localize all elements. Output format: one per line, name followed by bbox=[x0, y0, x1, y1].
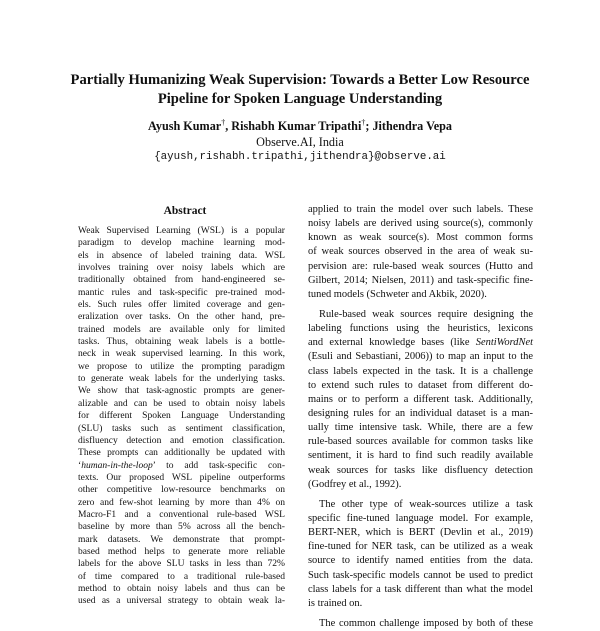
abstract-line: mark datasets. We demonstrate that prompt- bbox=[78, 533, 285, 545]
title-line: Partially Humanizing Weak Supervision: Towards a Better Low Resource bbox=[70, 72, 530, 88]
body-line: rule-based sources available for common tasks like bbox=[308, 436, 533, 448]
author-name: Jithendra Vepa bbox=[372, 119, 453, 133]
author-separator: ; bbox=[365, 119, 373, 133]
body-column-right bbox=[308, 203, 533, 631]
body-line: mains or to perform a different task. Additionally, bbox=[308, 393, 533, 405]
quote-open: ‘ bbox=[78, 459, 82, 471]
body-line: Rule-based weak sources require designing the bbox=[319, 308, 533, 320]
abstract-line: (SLU) tasks such as sentiment classification, bbox=[78, 422, 285, 434]
body-line: noisy labels are derived using source(s), commonly bbox=[308, 218, 533, 230]
email-addresses: {ayush,rishabh.tripathi,jithendra}@observe.ai bbox=[154, 151, 446, 163]
author-name: Rishabh Kumar Tripathi bbox=[231, 119, 362, 133]
body-line: class labels expected in the task. It is a challenge bbox=[308, 365, 533, 377]
paper-title bbox=[40, 71, 560, 109]
abstract-line: involves training over noisy labels which are bbox=[78, 262, 285, 274]
body-line: source to identify named entities from the data. bbox=[308, 555, 533, 567]
author-mark: † bbox=[361, 117, 366, 127]
abstract-line: Weak Supervised Learning (WSL) is a popular bbox=[78, 225, 285, 236]
body-line: (Godfrey et al., 1992). bbox=[308, 478, 402, 490]
abstract-line: method to obtain noisy labels and thus can be bbox=[78, 582, 285, 594]
human-in-the-loop-term: human-in-the-loop bbox=[81, 459, 153, 471]
body-line: specific fine-tuned language model. For example, bbox=[308, 512, 533, 524]
abstract-line: Macro-F1 and a conventional rule-based WSL bbox=[78, 508, 285, 520]
body-line: sentiment, it is hard to find such readily available bbox=[308, 450, 533, 462]
author-names bbox=[40, 119, 560, 135]
abstract-body bbox=[78, 225, 285, 608]
body-line: to extend such rules to dataset from different do- bbox=[308, 379, 533, 391]
abstract-line: traditionally obtained from hand-engineered se- bbox=[78, 274, 285, 286]
body-line: designing rules for an individual dataset is a man- bbox=[308, 407, 533, 419]
body-line: known as weak source(s). Most common forms bbox=[308, 232, 533, 244]
abstract-line: used as a universal strategy to obtain weak la- bbox=[78, 595, 285, 607]
body-line: Gilbert, 2014; Nielsen, 2011) and task-specific fine- bbox=[308, 274, 533, 286]
abstract-line: These prompts can additionally be updated with bbox=[78, 447, 285, 459]
abstract-line: for different Spoken Language Understanding bbox=[78, 410, 285, 422]
abstract-line: zero and few-shot learning by more than 4% on bbox=[78, 496, 285, 508]
abstract-line: eralization over tasks. On the other hand, pre- bbox=[78, 311, 285, 323]
body-line-text: and external knowledge bases (like bbox=[308, 337, 476, 349]
affiliation: Observe.AI, India bbox=[256, 134, 344, 149]
author-mark: † bbox=[221, 117, 226, 127]
body-line: The common challenge imposed by both of these bbox=[319, 617, 533, 629]
body-line: tuned models (Schweter and Akbik, 2020). bbox=[308, 288, 487, 300]
author-name: Ayush Kumar bbox=[147, 119, 222, 133]
body-line: (Esuli and Sebastiani, 2006)) to map an input to the bbox=[308, 351, 533, 363]
abstract-line-rest: ’ to add task-specific con- bbox=[152, 459, 285, 471]
body-line: pervision are: rule-based weak sources (Hutto and bbox=[308, 260, 533, 272]
author-separator: , bbox=[225, 119, 232, 133]
body-line: applied to train the model over such labels. These bbox=[308, 204, 533, 215]
body-line: of weak sources observed in the area of weak su- bbox=[308, 246, 533, 258]
abstract-line: neck in weak supervised learning. In this work, bbox=[78, 348, 285, 360]
abstract-line: trained models are available only for limited bbox=[78, 323, 285, 335]
abstract-line: disfluency detection and emotion classification. bbox=[78, 434, 285, 446]
abstract-line: els in absence of labeled training data. WSL bbox=[78, 249, 285, 261]
abstract-line: alizable and can be used to obtain noisy labels bbox=[78, 397, 285, 409]
abstract-line: We show that task-agnostic prompts are gener- bbox=[78, 385, 285, 397]
abstract-line: baseline by more than 5% across all the bench- bbox=[78, 521, 285, 533]
abstract-line: of time compared to a traditional rule-based bbox=[78, 570, 285, 582]
abstract-line: labels for the above SLU tasks in less than 72% bbox=[78, 558, 285, 570]
abstract-line: paradigm to develop machine learning mod- bbox=[78, 237, 285, 249]
abstract-line: we propose to utilize the prompting paradigm bbox=[78, 360, 285, 372]
body-line: fine-tuned for NER task, can be utilized as a weak bbox=[308, 541, 533, 553]
abstract-line: mantic rules and task-specific pre-trained mod- bbox=[78, 286, 285, 298]
abstract-line-emphasis bbox=[78, 460, 285, 472]
author-block bbox=[40, 119, 560, 166]
body-line: labeling functions using the heuristics, lexicons bbox=[308, 323, 533, 335]
body-line: is trained on. bbox=[308, 597, 363, 609]
body-line: BERT-NER, which is BERT (Devlin et al., 2019) bbox=[308, 527, 533, 539]
abstract-line: based method helps to generate more reliable bbox=[78, 545, 285, 557]
body-line: The other type of weak-sources utilize a task bbox=[319, 498, 533, 510]
body-line: ually time intensive task. While, there are a few bbox=[308, 422, 533, 434]
abstract-line: tasks. Thus, obtaining weak labels is a bottle- bbox=[78, 336, 285, 348]
body-line-emphasis bbox=[308, 336, 533, 350]
abstract-line: to generate weak labels for the underlying tasks. bbox=[78, 373, 285, 385]
title-line: Pipeline for Spoken Language Understanding bbox=[157, 91, 443, 107]
abstract-line: els. Such rules offer limited coverage and gen- bbox=[78, 299, 285, 311]
abstract-line: texts. Our proposed WSL pipeline outperforms bbox=[78, 471, 285, 483]
body-line: class labels for a task different than what the model bbox=[308, 583, 533, 595]
body-line: weak sources for tasks like disfluency detection bbox=[308, 464, 533, 476]
abstract-heading: Abstract bbox=[163, 205, 207, 217]
sentiwordnet-term: SentiWordNet bbox=[475, 337, 533, 349]
abstract-line: other competitive low-resource benchmarks on bbox=[78, 484, 285, 496]
body-line: Such task-specific models cannot be used to predict bbox=[308, 569, 533, 581]
